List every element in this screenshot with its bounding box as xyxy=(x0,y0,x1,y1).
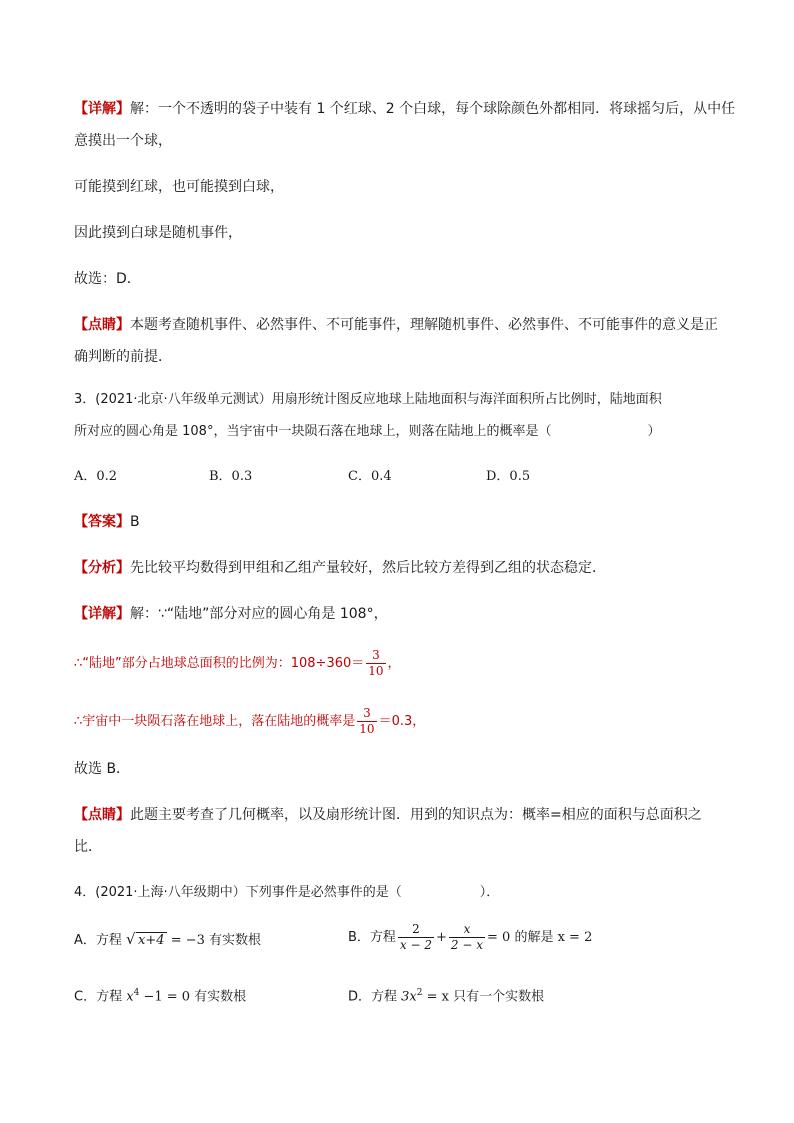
plus-sign: + xyxy=(436,930,447,945)
analysis-text: 先比较平均数得到甲组和乙组产量较好，然后比较方差得到乙组的状态稳定． xyxy=(130,560,606,576)
q4-option-c-rest: −1 = 0 有实数根 xyxy=(143,989,247,1005)
comment-line-2: 确判断的前提． xyxy=(74,349,172,365)
q4-option-c-label: C．方程 xyxy=(74,989,123,1005)
step-2-denominator: 10 xyxy=(359,722,375,736)
q4-option-a-rest: = −3 有实数根 xyxy=(170,933,262,948)
q3-detail-text: 解：∵“陆地”部分对应的圆心角是 108°， xyxy=(130,606,388,622)
radicand: x+4 xyxy=(138,933,165,948)
detail-line-4: 因此摸到白球是随机事件， xyxy=(74,225,242,241)
detail-tag: 【详解】 xyxy=(74,101,130,117)
q4-option-a xyxy=(74,931,261,951)
q4-stem-text: 4．(2021·上海·八年级期中）下列事件是必然事件的是（ xyxy=(74,885,402,900)
radical-icon: √ xyxy=(126,930,136,948)
detail-text: 解：一个不透明的袋子中装有 1 个红球、2 个白球，每个球除颜色外都相同．将球摇匀后，从中任 xyxy=(130,101,736,117)
q4-option-a-label: A．方程 xyxy=(74,933,122,948)
comment-line-1 xyxy=(74,314,726,336)
sqrt-expression xyxy=(126,931,167,951)
q3-comment-line-1 xyxy=(74,804,726,826)
q4-option-d-term: 3x xyxy=(401,989,417,1005)
q3-detail-tag: 【详解】 xyxy=(74,606,130,622)
comment-tag: 【点睛】 xyxy=(74,317,130,333)
detail-line-2: 意摸出一个球， xyxy=(74,133,172,149)
analysis-line xyxy=(74,557,726,579)
q3-stem-text: 所对应的圆心角是 108°，当宇宙中一块陨石落在地球上，则落在陆地上的概率是（ xyxy=(74,424,552,439)
step-1-fraction xyxy=(366,648,385,679)
q3-comment-tag: 【点睛】 xyxy=(74,807,130,823)
q3-comment-text: 此题主要考查了几何概率，以及扇形统计图．用到的知识点为：概率=相应的面积与总面积之 xyxy=(130,807,702,823)
q3-choose-line: 故选 B． xyxy=(74,761,131,777)
q4-option-d-label: D．方程 xyxy=(348,989,398,1005)
q3-step-1 xyxy=(74,648,726,679)
q4-option-b-rest: = 0 的解是 x = 2 xyxy=(487,930,593,945)
q4-option-c xyxy=(74,983,246,1007)
detail-line-1 xyxy=(74,98,736,120)
step-1-end: ， xyxy=(387,656,401,671)
q3-stem-line-2 xyxy=(74,421,726,443)
q3-stem-line-1: 3．(2021·北京·八年级单元测试）用扇形统计图反应地球上陆地面积与海洋面积所占比例时，陆地面积 xyxy=(74,392,662,407)
step-2-fraction xyxy=(357,706,376,737)
step-2-numerator: 3 xyxy=(357,706,376,722)
comment-text: 本题考查随机事件、必然事件、不可能事件，理解随机事件、必然事件、不可能事件的意义是正 xyxy=(130,317,718,333)
q3-stem-close: ） xyxy=(647,424,661,439)
q4-option-d xyxy=(348,983,544,1007)
q4-option-d-exponent: 2 xyxy=(416,988,423,998)
answer-value: B xyxy=(130,514,140,530)
answer-line xyxy=(74,511,726,533)
fraction-2-denominator: 2 − x xyxy=(450,938,484,952)
q3-option-d: D．0.5 xyxy=(486,469,531,484)
step-2-text: ∴宇宙中一块陨石落在地球上，落在陆地的概率是 xyxy=(74,714,356,729)
q4-option-c-exponent: 4 xyxy=(133,988,140,998)
q3-detail-line xyxy=(74,603,726,625)
step-1-numerator: 3 xyxy=(366,648,385,664)
q3-option-c: C．0.4 xyxy=(348,469,392,484)
q3-comment-line-2: 比． xyxy=(74,839,102,855)
fraction-1-numerator: 2 xyxy=(398,922,434,938)
fraction-2-numerator: x xyxy=(449,922,485,938)
q4-stem-close: ）． xyxy=(479,885,500,900)
q3-step-2 xyxy=(74,706,726,737)
answer-tag: 【答案】 xyxy=(74,514,130,530)
q4-option-b xyxy=(348,922,592,953)
q3-option-b: B．0.3 xyxy=(209,469,253,484)
choose-line: 故选：D． xyxy=(74,271,141,287)
analysis-tag: 【分析】 xyxy=(74,560,130,576)
fraction-1 xyxy=(398,922,434,953)
step-1-denominator: 10 xyxy=(368,664,384,678)
fraction-2 xyxy=(449,922,485,953)
step-2-end: ＝0.3， xyxy=(378,714,426,729)
q4-option-d-rest: = x 只有一个实数根 xyxy=(426,989,545,1005)
q4-stem xyxy=(74,882,726,904)
q3-option-a: A．0.2 xyxy=(74,469,118,484)
step-1-text: ∴“陆地”部分占地球总面积的比例为：108÷360＝ xyxy=(74,656,365,671)
q4-option-b-label: B．方程 xyxy=(348,930,396,945)
detail-line-3: 可能摸到红球，也可能摸到白球， xyxy=(74,179,284,195)
fraction-1-denominator: x − 2 xyxy=(399,938,433,952)
q4-option-c-variable: x xyxy=(126,989,134,1005)
